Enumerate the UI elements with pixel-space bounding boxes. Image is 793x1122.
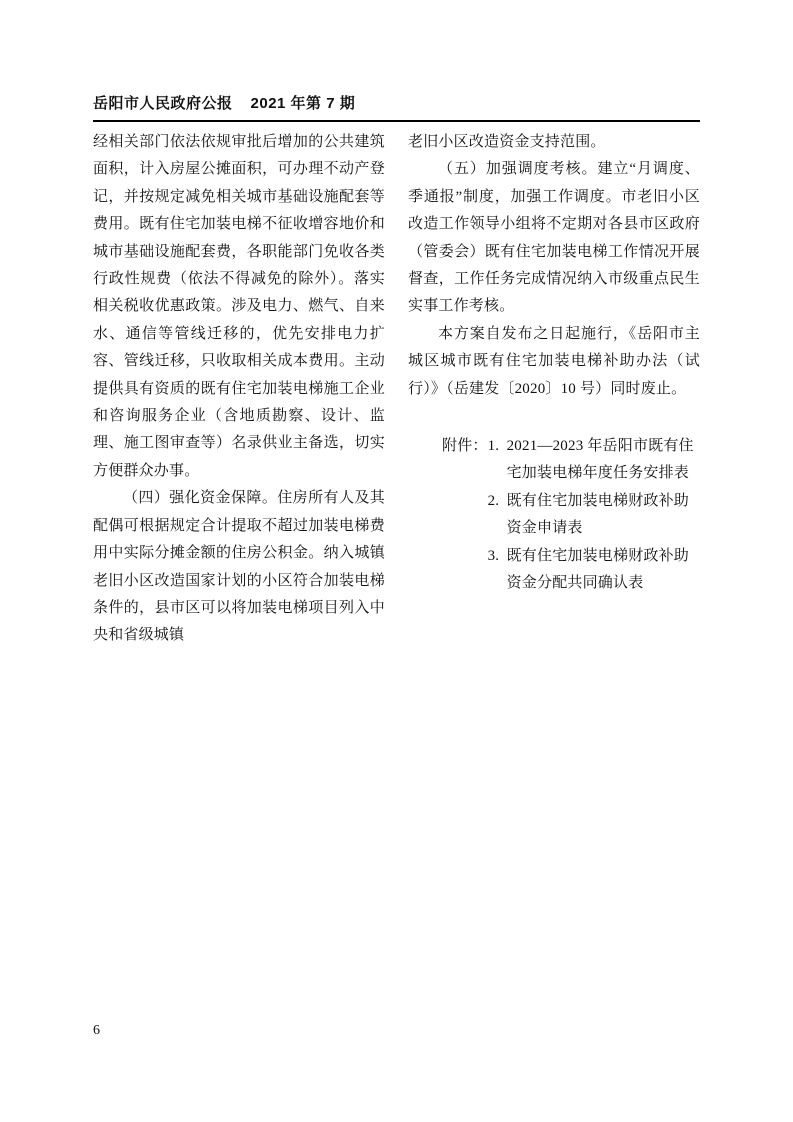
paragraph-section-5: （五）加强调度考核。建立“月调度、季通报”制度，加强工作调度。市老旧小区改造工作领导小组将不定期对各县市区政府（管委会）既有住宅加装电梯工作情况开展督查，工作任务完成情况纳入市级重点民生实事工作考核。 (408, 161, 700, 315)
paragraph-section-4: （四）强化资金保障。住房所有人及其配偶可根据规定合计提取不超过加装电梯费用中实际分摊金额的住房公积金。纳入城镇老旧小区改造国家计划的小区符合加装电梯条件的，县市区可以将加装电梯项目列入中央和省级城镇 (93, 490, 385, 644)
paragraph-continuation: 老旧小区改造资金支持范围。 (408, 134, 606, 150)
text-columns (93, 129, 700, 650)
attachments-list (488, 433, 700, 597)
left-column (93, 129, 385, 650)
attachment-title: 既有住宅加装电梯财政补助资金分配共同确认表 (506, 547, 690, 592)
page-header (93, 92, 700, 122)
attachment-item (488, 488, 700, 543)
attachment-number: 1. (487, 438, 500, 455)
gazette-title: 岳阳市人民政府公报 (93, 95, 233, 112)
attachment-title: 2021—2023 年岳阳市既有住宅加装电梯年度任务安排表 (506, 438, 694, 482)
attachment-title: 既有住宅加装电梯财政补助资金申请表 (506, 492, 690, 537)
page-number: 6 (93, 1023, 100, 1038)
issue-number: 2021 年第 7 期 (250, 95, 356, 112)
attachment-number: 2. (487, 492, 500, 509)
attachment-item (488, 543, 700, 598)
attachments-block (442, 433, 700, 597)
attachment-item (488, 433, 700, 488)
right-column (408, 129, 700, 650)
attachments-label: 附件： (442, 438, 488, 455)
paragraph-effective-date: 本方案自发布之日起施行，《岳阳市主城区城市既有住宅加装电梯补助办法（试行）》（岳建发〔2020〕10 号）同时废止。 (408, 325, 700, 397)
paragraph-continuation: 经相关部门依法依规审批后增加的公共建筑面积，计入房屋公摊面积，可办理不动产登记，并按规定减免相关城市基础设施配套等费用。既有住宅加装电梯不征收增容地价和城市基础设施配套费，各职能部门免收各类行政性规费（依法不得减免的除外）。落实相关税收优惠政策。涉及电力、燃气、自来水、通信等管线迁移的，优先安排电力扩容、管线迁移，只收取相关成本费用。主动提供具有资质的既有住宅加装电梯施工企业和咨询服务企业（含地质勘察、设计、监理、施工图审查等）名录供业主备选，切实方便群众办事。 (93, 134, 385, 479)
attachment-number: 3. (487, 547, 500, 564)
